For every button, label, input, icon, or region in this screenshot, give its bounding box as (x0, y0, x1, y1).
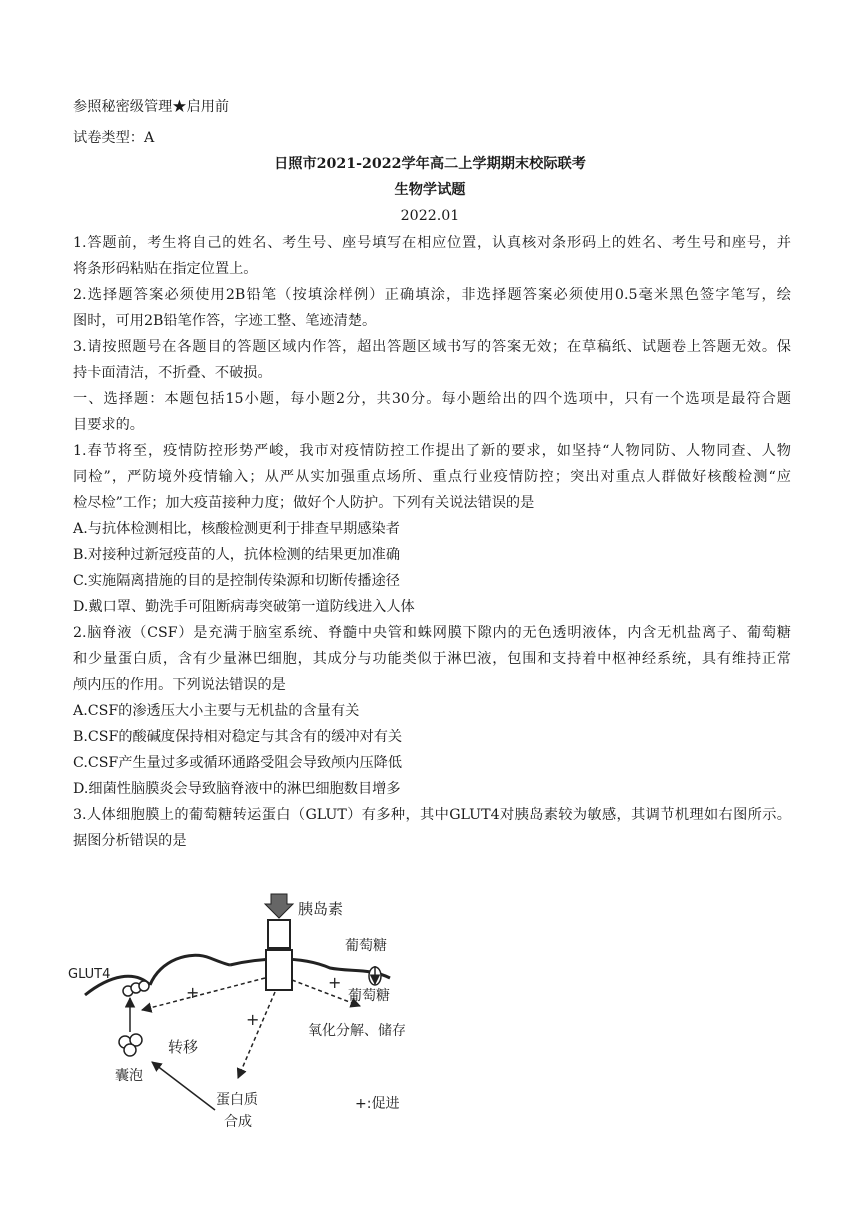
q2-option-d: D.细菌性脑膜炎会导致脑脊液中的淋巴细胞数目增多 (73, 781, 401, 797)
q1-option-a: A.与抗体检测相比，核酸检测更利于排查早期感染者 (73, 521, 400, 537)
section-1-heading-line-2: 目要求的。 (73, 417, 144, 433)
vesicle-icon (119, 1034, 142, 1056)
paper-type: 试卷类型：A (73, 130, 155, 146)
q2-option-b: B.CSF的酸碱度保持相对稳定与其含有的缓冲对有关 (73, 729, 403, 745)
promote-arrow-glut4 (142, 978, 265, 1010)
instruction-2-line-2: 图时，可用2B铅笔作答，字迹工整、笔迹清楚。 (73, 313, 377, 329)
glut4-mechanism-diagram (60, 880, 440, 1150)
instruction-1-line-1: 1.答题前，考生将自己的姓名、考生号、座号填写在相应位置，认真核对条形码上的姓名、考生号和座号，并 (73, 235, 791, 251)
q2-stem-line-3: 颅内压的作用。下列说法错误的是 (73, 677, 286, 693)
q2-option-c: C.CSF产生量过多或循环通路受阻会导致颅内压降低 (73, 755, 403, 771)
instruction-2-line-1: 2.选择题答案必须使用2B铅笔（按填涂样例）正确填涂，非选择题答案必须使用0.5毫米黑色签字笔写，绘 (73, 287, 791, 303)
membrane-curve (150, 955, 230, 985)
exam-date: 2022.01 (400, 208, 460, 224)
q3-stem-line-1: 3.人体细胞膜上的葡萄糖转运蛋白（GLUT）有多种，其中GLUT4对胰岛素较为敏感，其调节机理如右图所示。 (73, 807, 791, 823)
glucose-inside-label: 葡萄糖 (348, 988, 390, 1004)
protein-to-vesicle-arrow (152, 1062, 215, 1110)
exam-title: 日照市2021-2022学年高二上学期期末校际联考 (274, 156, 586, 172)
q2-option-a: A.CSF的渗透压大小主要与无机盐的含量有关 (73, 703, 360, 719)
legend-promote: +:促进 (355, 1096, 400, 1112)
q2-stem-line-2: 和少量蛋白质，含有少量淋巴细胞，其成分与功能类似于淋巴液，包围和支持着中枢神经系统，具有维持正常 (73, 651, 791, 667)
promote-sign-3: + (246, 1010, 260, 1029)
promote-sign-1: + (186, 983, 200, 1002)
glut4-protein-icon (123, 981, 149, 996)
glut4-label: GLUT4 (68, 967, 111, 982)
insulin-receptor-bottom (266, 950, 292, 990)
promote-sign-2: + (328, 973, 342, 992)
q1-option-b: B.对接种过新冠疫苗的人，抗体检测的结果更加准确 (73, 547, 401, 563)
instruction-3-line-1: 3.请按照题号在各题目的答题区域内作答，超出答题区域书写的答案无效；在草稿纸、试题卷上答题无效。保 (73, 339, 791, 355)
protein-synthesis-label-1: 蛋白质 (216, 1092, 258, 1108)
subject-title: 生物学试题 (394, 182, 466, 198)
q1-stem-line-1: 1.春节将至，疫情防控形势严峻，我市对疫情防控工作提出了新的要求，如坚持“人物同防、人物同查、人物 (73, 443, 791, 459)
q1-stem-line-3: 检尽检”工作；加大疫苗接种力度；做好个人防护。下列有关说法错误的是 (73, 495, 535, 511)
transfer-label: 转移 (168, 1038, 199, 1056)
protein-synthesis-label-2: 合成 (224, 1114, 252, 1130)
confidential-label: 参照秘密级管理★启用前 (73, 99, 230, 115)
insulin-label: 胰岛素 (298, 900, 344, 918)
q1-option-d: D.戴口罩、勤洗手可阻断病毒突破第一道防线进入人体 (73, 599, 415, 615)
promote-arrow-protein (238, 992, 275, 1078)
insulin-icon (265, 894, 293, 918)
q1-option-c: C.实施隔离措施的目的是控制传染源和切断传播途径 (73, 573, 400, 589)
insulin-receptor-top (268, 920, 290, 948)
instruction-1-line-2: 将条形码粘贴在指定位置上。 (73, 261, 258, 277)
section-1-heading-line-1: 一、选择题：本题包括15小题，每小题2分，共30分。每小题给出的四个选项中，只有一个选项是最符合题 (73, 391, 791, 407)
oxidation-storage-label: 氧化分解、储存 (308, 1023, 406, 1039)
q3-stem-line-2: 据图分析错误的是 (73, 833, 187, 849)
vesicle-label: 囊泡 (115, 1068, 143, 1084)
q2-stem-line-1: 2.脑脊液（CSF）是充满于脑室系统、脊髓中央管和蛛网膜下隙内的无色透明液体，内含无机盐离子、葡萄糖 (73, 625, 791, 641)
instruction-3-line-2: 持卡面清洁，不折叠、不破损。 (73, 365, 272, 381)
q1-stem-line-2: 同检”，严防境外疫情输入；从严从实加强重点场所、重点行业疫情防控；突出对重点人群做好核酸检测“应 (73, 469, 791, 485)
glucose-outside-label: 葡萄糖 (345, 938, 387, 954)
